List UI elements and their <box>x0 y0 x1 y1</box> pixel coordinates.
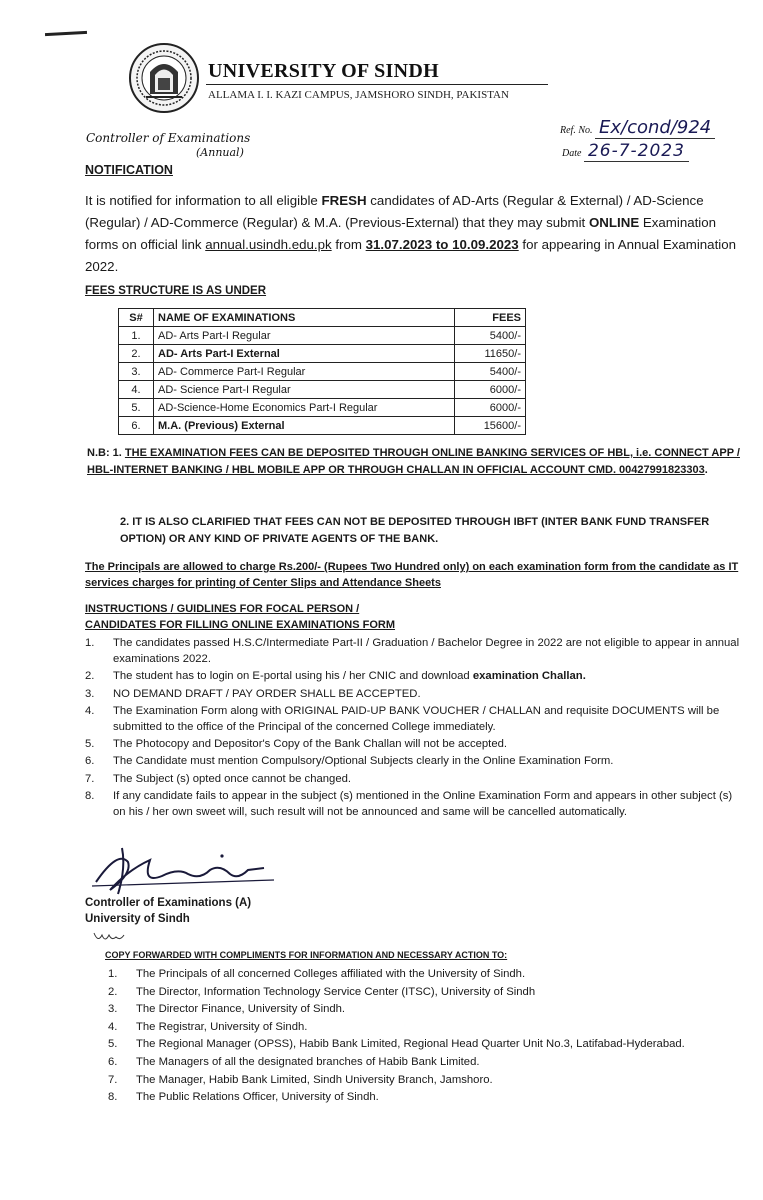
nb-text: IT IS ALSO CLARIFIED THAT FEES CAN NOT BE DEPOSITED THROUGH IBFT (INTER BANK FUND TRANSFER OPTION) OR ANY KIND OF PRIVATE AGENTS OF THE BANK. <box>120 516 710 545</box>
list-item <box>108 1089 738 1107</box>
item-number: 7. <box>108 1073 118 1086</box>
table-row <box>119 381 526 399</box>
list-item <box>85 635 740 667</box>
item-text: The Manager, Habib Bank Limited, Sindh University Branch, Jamshoro. <box>136 1073 493 1086</box>
fee-cell: 6000/- <box>455 381 526 399</box>
column-header: NAME OF EXAMINATIONS <box>154 309 455 327</box>
principals-note: The Principals are allowed to charge Rs.200/- (Rupees Two Hundred only) on each examination form from the candidate as IT services charges for printing of Center Slips and Attendance Sheets <box>85 561 739 589</box>
exam-name-cell: AD-Science-Home Economics Part-I Regular <box>154 399 455 417</box>
serial-cell: 6. <box>119 417 154 435</box>
serial-cell: 3. <box>119 363 154 381</box>
item-number: 2. <box>85 670 95 683</box>
nb-item-2 <box>120 514 740 547</box>
item-text: The student has to login on E-portal using his / her CNIC and download <box>113 670 473 683</box>
item-text: The Public Relations Officer, University of Sindh. <box>136 1091 379 1104</box>
ref-value: Ex/cond/924 <box>595 117 715 139</box>
fee-cell: 11650/- <box>455 345 526 363</box>
university-name: UNIVERSITY OF SINDH <box>208 60 439 82</box>
fresh-label: FRESH <box>321 193 367 208</box>
submission-dates: 31.07.2023 to 10.09.2023 <box>365 237 519 252</box>
item-text: The Principals of all concerned Colleges affiliated with the University of Sindh. <box>136 968 526 980</box>
office-name: Controller of Examinations <box>86 131 251 145</box>
item-text: The candidates passed H.S.C/Intermediate Part-II / Graduation / Bachelor Degree in 2022 are not eligible to appear in annual examinations 2022. <box>113 637 740 666</box>
fee-cell: 5400/- <box>455 327 526 345</box>
instructions-title-line: INSTRUCTIONS / GUIDLINES FOR FOCAL PERSON / <box>85 603 360 615</box>
table-row <box>119 417 526 435</box>
fee-cell: 15600/- <box>455 417 526 435</box>
item-number: 5. <box>85 738 95 751</box>
column-header: S# <box>119 309 154 327</box>
table-row <box>119 399 526 417</box>
exam-name-cell: AD- Commerce Part-I Regular <box>154 363 455 381</box>
list-item <box>108 1036 738 1054</box>
serial-cell: 4. <box>119 381 154 399</box>
list-item <box>108 1001 738 1019</box>
instructions-title <box>85 601 395 633</box>
item-number: 8. <box>108 1091 118 1104</box>
table-row <box>119 345 526 363</box>
list-item <box>108 1054 738 1072</box>
signature-icon <box>88 840 278 900</box>
exam-name-cell: AD- Arts Part-I External <box>154 345 455 363</box>
serial-cell: 1. <box>119 327 154 345</box>
item-text: If any candidate fails to appear in the subject (s) mentioned in the Online Examination Form and appears in other subject (s) on his / her own sweet will, such result will not be announced and same will be cancelled automatically. <box>113 789 733 819</box>
ref-label: Ref. No. <box>560 125 593 136</box>
office-subtitle: (Annual) <box>196 146 244 159</box>
column-header: FEES <box>455 309 526 327</box>
body-text: for appearing in Annual Examination 2022. <box>85 237 737 274</box>
item-text: The Examination Form along with ORIGINAL PAID-UP BANK VOUCHER / CHALLAN and requisite DOCUMENTS will be submitted to the office of the Principal of the concerned College immediately. <box>113 704 720 734</box>
item-number: 6. <box>108 1055 118 1068</box>
item-number: 2. <box>108 985 118 998</box>
list-item <box>85 736 740 752</box>
signatory-title: Controller of Examinations (A) <box>85 897 252 909</box>
body-text: Examination forms on official link <box>85 215 717 252</box>
nb-text: THE EXAMINATION FEES CAN BE DEPOSITED THROUGH ONLINE BANKING SERVICES OF HBL, i.e. CONNECT APP / HBL-INTERNET BANKING / HBL MOBILE APP OR THROUGH CHALLAN IN OFFICIAL ACCOUNT CMD. 00427991823303 <box>87 447 740 476</box>
fee-cell: 6000/- <box>455 399 526 417</box>
online-label: ONLINE <box>588 215 640 230</box>
header-rule <box>206 84 548 85</box>
fee-cell: 5400/- <box>455 363 526 381</box>
item-number: 6. <box>85 755 95 768</box>
table-row <box>119 327 526 345</box>
exam-name-cell: M.A. (Previous) External <box>154 417 455 435</box>
instructions-title-line: CANDIDATES FOR FILLING ONLINE EXAMINATIONS FORM <box>85 619 396 631</box>
exam-name-cell: AD- Arts Part-I Regular <box>154 327 455 345</box>
list-item <box>108 1019 738 1037</box>
list-item <box>108 1072 738 1090</box>
serial-cell: 5. <box>119 399 154 417</box>
university-seal-icon <box>128 42 200 114</box>
item-text: The Regional Manager (OPSS), Habib Bank Limited, Regional Head Quarter Unit No.3, Latifabad-Hyderabad. <box>136 1038 685 1051</box>
nb-period: . <box>704 463 708 476</box>
body-text: candidates of AD-Arts (Regular & External) / AD-Science (Regular) / AD-Commerce (Regular) & M.A. (Previous-External) that they may submit <box>85 193 704 230</box>
reference-number <box>560 117 715 138</box>
list-item <box>108 966 738 984</box>
notification-body <box>85 190 737 278</box>
list-item <box>85 703 740 735</box>
serial-cell: 2. <box>119 345 154 363</box>
issue-date <box>562 141 689 161</box>
list-item <box>85 788 740 820</box>
item-text: The Subject (s) opted once cannot be changed. <box>113 772 352 785</box>
item-number: 4. <box>108 1020 118 1033</box>
initials-icon <box>92 929 128 945</box>
item-text: The Director Finance, University of Sindh. <box>136 1003 346 1016</box>
item-number: 1. <box>108 968 118 980</box>
item-text: The Managers of all the designated branches of Habib Bank Limited. <box>136 1055 480 1068</box>
table-row <box>119 363 526 381</box>
notification-title: NOTIFICATION <box>85 163 173 177</box>
item-number: 8. <box>85 789 95 802</box>
instructions-list <box>85 635 740 821</box>
item-number: 3. <box>108 1003 118 1016</box>
exam-name-cell: AD- Science Part-I Regular <box>154 381 455 399</box>
body-text: It is notified for information to all eligible <box>85 193 322 208</box>
list-item <box>108 984 738 1002</box>
list-item <box>85 686 740 702</box>
date-label: Date <box>562 148 582 159</box>
item-bold-text: examination Challan. <box>472 670 586 683</box>
list-item <box>85 753 740 769</box>
fees-structure-title: FEES STRUCTURE IS AS UNDER <box>85 285 267 297</box>
item-number: 7. <box>85 772 95 785</box>
item-number: 3. <box>85 687 95 700</box>
list-item <box>85 668 740 684</box>
campus-address: ALLAMA I. I. KAZI CAMPUS, JAMSHORO SINDH, PAKISTAN <box>208 89 509 101</box>
item-number: 1. <box>85 637 95 649</box>
pen-mark <box>45 31 87 36</box>
nb-label: N.B: <box>87 447 110 459</box>
item-number: 5. <box>108 1038 118 1051</box>
nb-item-1 <box>87 445 742 478</box>
nb-number: 2. <box>120 516 130 528</box>
item-text: The Director, Information Technology Service Center (ITSC), University of Sindh <box>136 985 536 998</box>
item-text: NO DEMAND DRAFT / PAY ORDER SHALL BE ACCEPTED. <box>113 687 421 700</box>
nb-number: 1. <box>112 447 122 459</box>
item-number: 4. <box>85 704 95 717</box>
item-text: The Photocopy and Depositor's Copy of the Bank Challan will not be accepted. <box>113 738 508 751</box>
fees-table <box>118 308 526 435</box>
item-text: The Registrar, University of Sindh. <box>136 1020 308 1033</box>
copy-forwarded-title: COPY FORWARDED WITH COMPLIMENTS FOR INFORMATION AND NECESSARY ACTION TO: <box>105 950 508 960</box>
table-header-row <box>119 309 526 327</box>
portal-link[interactable]: annual.usindh.edu.pk <box>205 237 332 252</box>
date-value: 26-7-2023 <box>584 141 689 162</box>
signatory-organization: University of Sindh <box>85 913 190 925</box>
body-text: from <box>331 237 366 252</box>
copy-list <box>108 966 738 1107</box>
list-item <box>85 771 740 787</box>
item-text: The Candidate must mention Compulsory/Optional Subjects clearly in the Online Examination Form. <box>113 755 614 768</box>
